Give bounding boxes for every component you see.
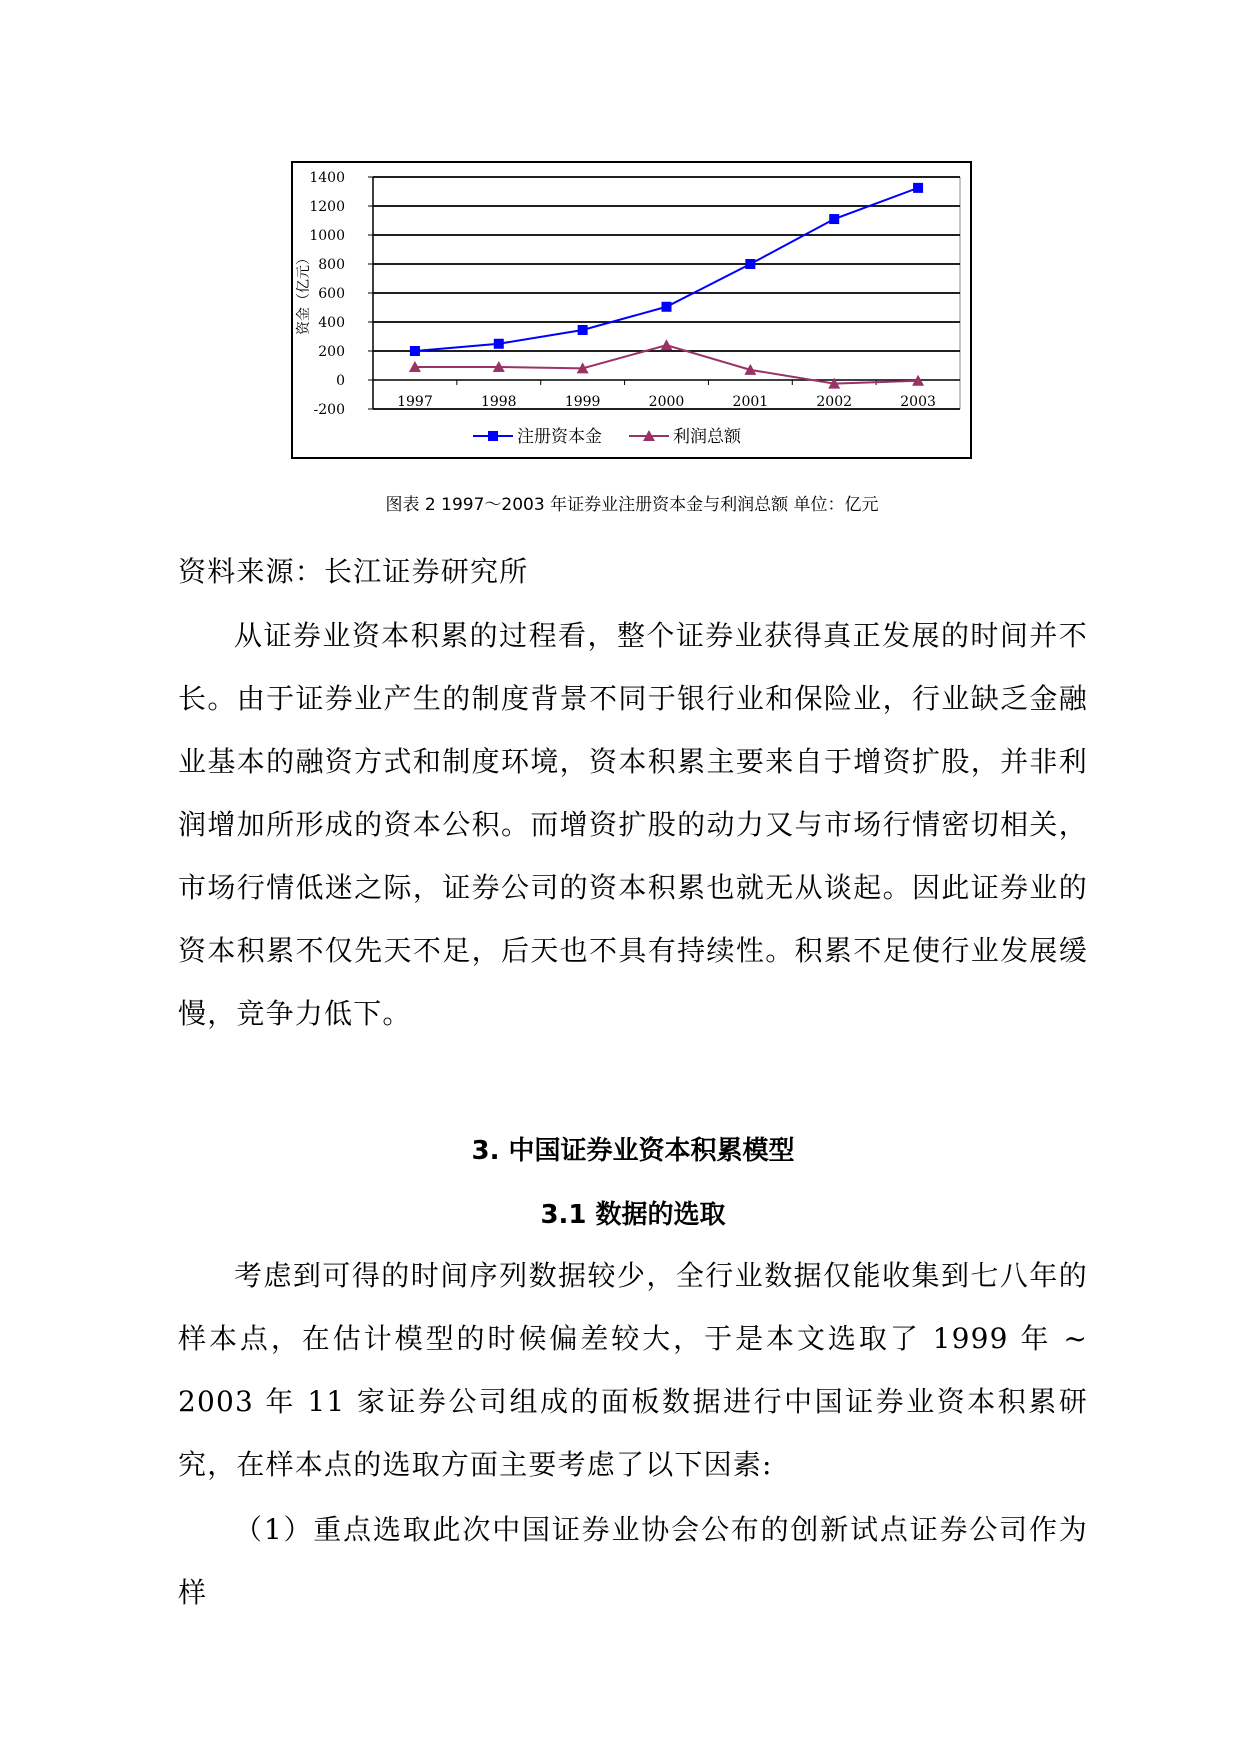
data-point bbox=[578, 325, 588, 335]
y-tick-label: 600 bbox=[318, 286, 345, 302]
section-heading: 3. 中国证券业资本积累模型 bbox=[471, 1136, 795, 1166]
chart-container bbox=[291, 161, 972, 459]
x-tick-label: 2001 bbox=[732, 394, 769, 410]
paragraph: （1）重点选取此次中国证券业协会公布的创新试点证券公司作为样 bbox=[178, 1513, 1088, 1609]
source-note: 资料来源：长江证券研究所 bbox=[178, 555, 529, 588]
x-tick-label: 1997 bbox=[397, 394, 433, 410]
paragraph: 从证券业资本积累的过程看，整个证券业获得真正发展的时间并不长。由于证券业产生的制度背景不同于银行业和保险业，行业缺乏金融业基本的融资方式和制度环境，资本积累主要来自于增资扩股，并非利润增加所形成的资本公积。而增资扩股的动力又与市场行情密切相关，市场行情低迷之际，证券公司的资本积累也就无从谈起。因此证券业的资本积累不仅先天不足，后天也不具有持续性。积累不足使行业发展缓慢，竞争力低下。 bbox=[178, 619, 1088, 1030]
data-point bbox=[913, 183, 923, 193]
figure-caption: 图表 2 1997～2003 年证券业注册资本金与利润总额 单位：亿元 bbox=[385, 495, 879, 515]
legend-marker bbox=[488, 431, 498, 441]
y-tick-label: 1200 bbox=[309, 199, 345, 215]
subsection-heading: 3.1 数据的选取 bbox=[540, 1200, 726, 1230]
y-tick-label: 200 bbox=[318, 344, 345, 360]
y-tick-label: 400 bbox=[318, 315, 345, 331]
x-tick-label: 2000 bbox=[648, 394, 685, 410]
legend-label: 利润总额 bbox=[673, 427, 741, 447]
y-axis-title: 资金（亿元） bbox=[296, 251, 312, 335]
y-tick-label: 800 bbox=[318, 257, 345, 273]
data-point bbox=[662, 302, 672, 312]
series-line-1 bbox=[415, 188, 918, 351]
x-tick-label: 1999 bbox=[564, 394, 601, 410]
line-chart bbox=[293, 163, 970, 457]
data-point bbox=[745, 259, 755, 269]
x-tick-label: 2002 bbox=[816, 394, 853, 410]
data-point bbox=[661, 339, 673, 350]
data-point bbox=[410, 346, 420, 356]
y-tick-label: 0 bbox=[336, 373, 345, 389]
x-tick-label: 2003 bbox=[900, 394, 936, 410]
y-tick-label: 1400 bbox=[309, 170, 345, 186]
y-tick-label: 1000 bbox=[309, 228, 345, 244]
x-tick-label: 1998 bbox=[480, 394, 517, 410]
data-point bbox=[829, 214, 839, 224]
data-point bbox=[494, 339, 504, 349]
y-tick-label: -200 bbox=[313, 402, 345, 418]
legend-label: 注册资本金 bbox=[517, 427, 602, 447]
paragraph: 考虑到可得的时间序列数据较少，全行业数据仅能收集到七八年的样本点，在估计模型的时候偏差较大，于是本文选取了 1999 年 ~ 2003 年 11 家证券公司组成的面板数据进行中国证券业资本积累研究，在样本点的选取方面主要考虑了以下因素: bbox=[178, 1259, 1088, 1481]
